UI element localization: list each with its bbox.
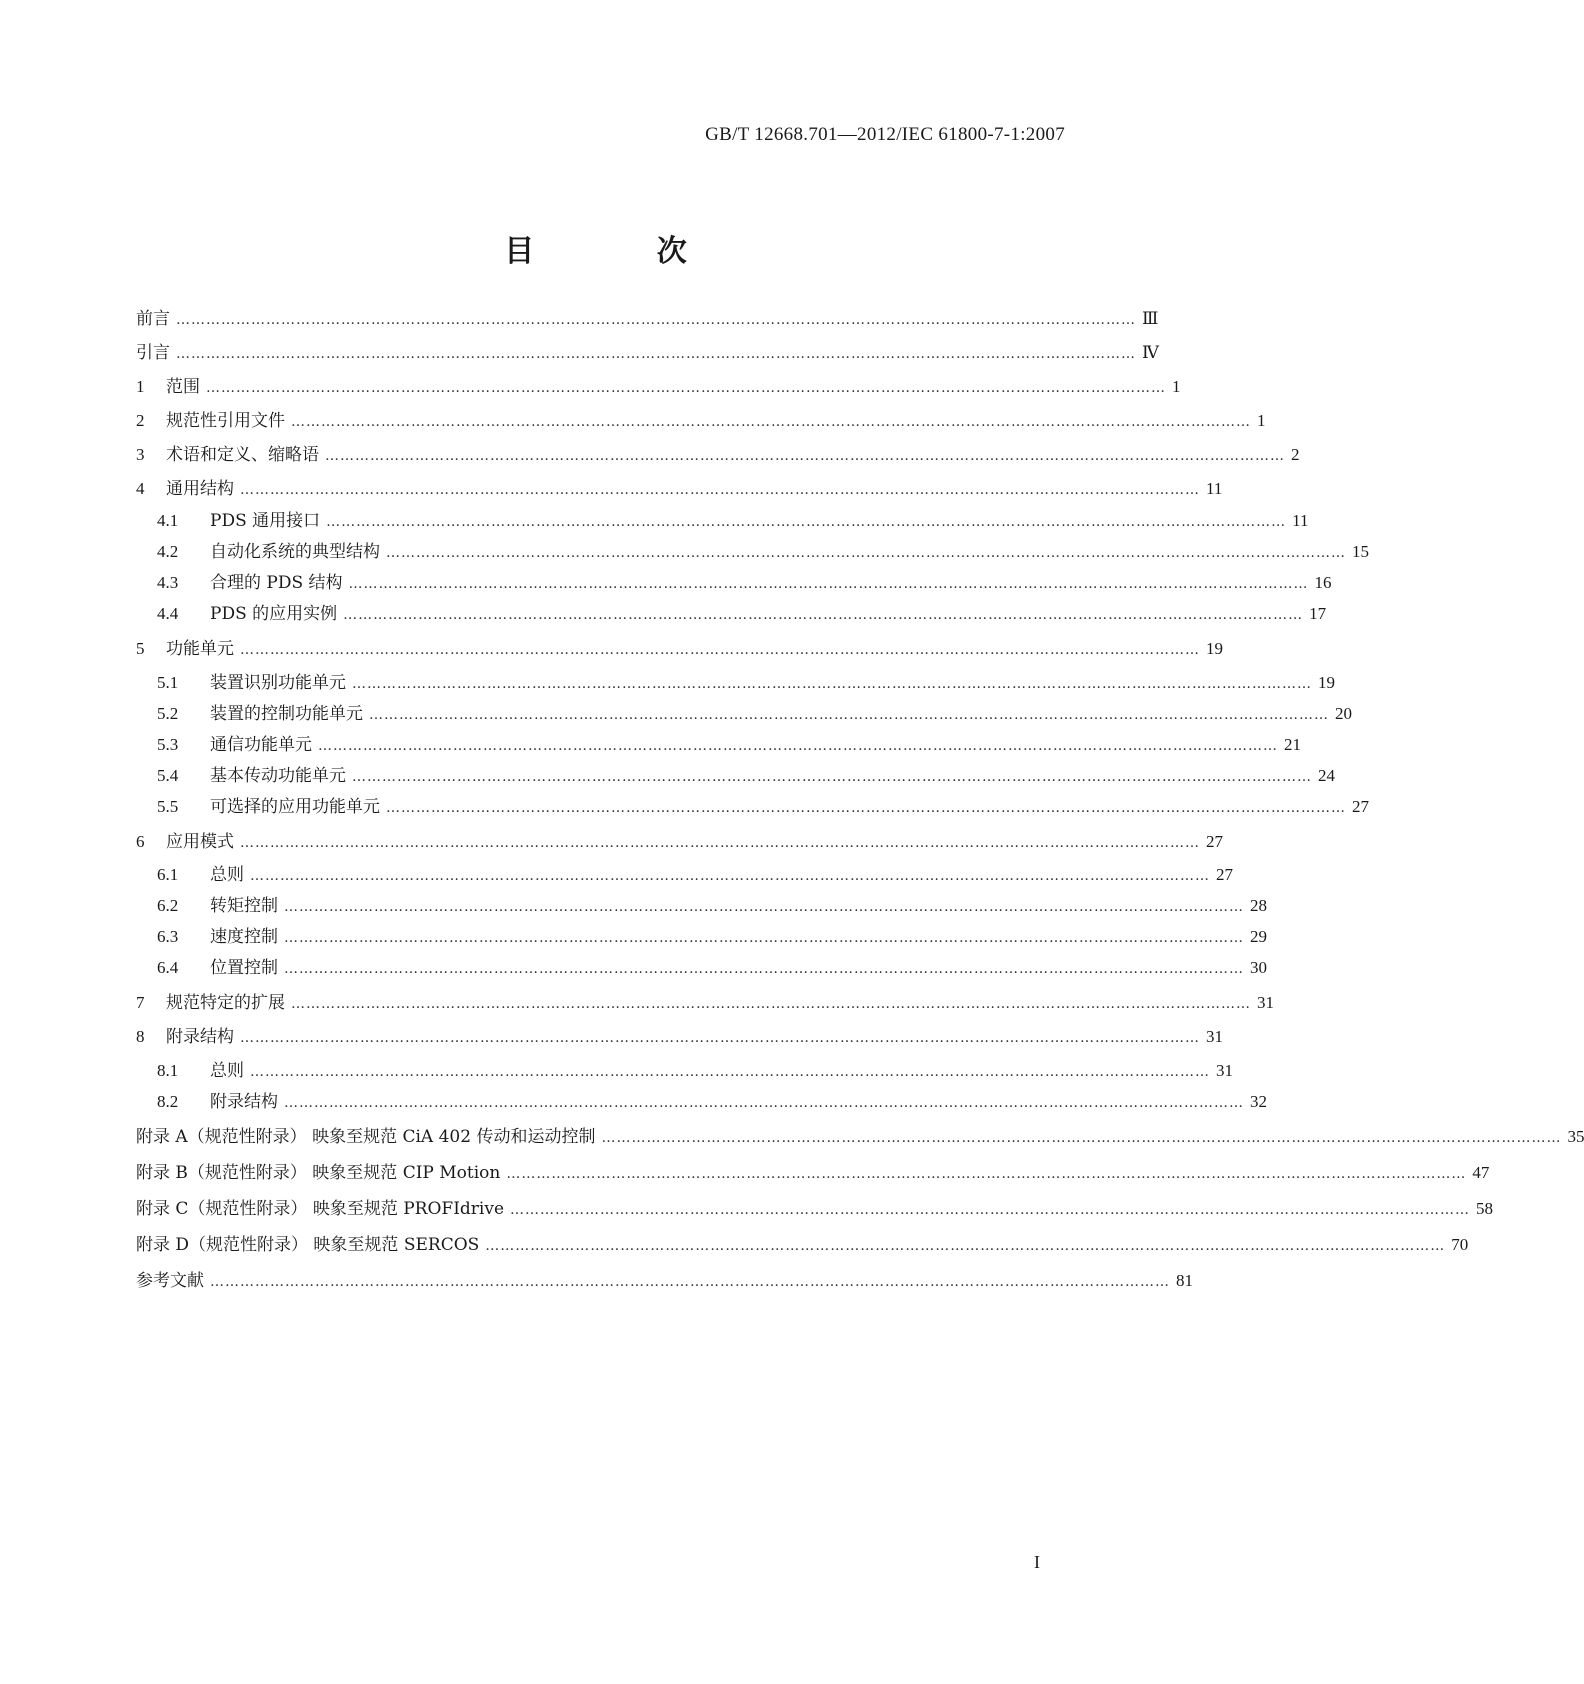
toc-leader: ………………………………………………………………………………………………………………………………………………………………………… — [510, 1202, 1471, 1218]
toc-entry-5-4[interactable] — [157, 763, 1335, 789]
toc-entry-page: 81 — [1176, 1271, 1193, 1290]
toc-entry-title: 自动化系统的典型结构 — [210, 542, 380, 562]
toc-entry-page: 20 — [1335, 704, 1352, 723]
toc-entry-page: 29 — [1250, 927, 1267, 946]
toc-entry-page: 31 — [1206, 1027, 1223, 1046]
toc-entry-annex-a[interactable] — [136, 1124, 1584, 1150]
toc-entry-8[interactable] — [136, 1024, 1223, 1050]
toc-entry-foreword[interactable] — [136, 306, 1159, 332]
toc-entry-number: 8.2 — [157, 1092, 179, 1111]
toc-entry-page: 24 — [1318, 766, 1335, 785]
toc-leader: ………………………………………………………………………………………………………………………………………………………………………… — [240, 482, 1200, 498]
toc-entry-title: 功能单元 — [166, 639, 234, 659]
toc-leader: ………………………………………………………………………………………………………………………………………………………………………… — [325, 448, 1285, 464]
toc-entry-number: 4.1 — [157, 511, 179, 530]
toc-entry-page: 11 — [1292, 511, 1309, 530]
toc-entry-page: 21 — [1284, 735, 1301, 754]
toc-entry-title: 总则 — [210, 1061, 244, 1081]
toc-leader: ………………………………………………………………………………………………………………………………………………………………………… — [176, 346, 1136, 362]
toc-leader: ………………………………………………………………………………………………………………………………………………………………………… — [343, 607, 1304, 623]
toc-entry-title: 附录结构 — [210, 1092, 278, 1112]
toc-leader: ………………………………………………………………………………………………………………………………………………………………………… — [291, 996, 1251, 1012]
toc-leader: ………………………………………………………………………………………………………………………………………………………………………… — [348, 576, 1309, 592]
toc-entry-page: 31 — [1257, 993, 1274, 1012]
toc-leader: ………………………………………………………………………………………………………………………………………………………………………… — [250, 1064, 1210, 1080]
toc-entry-number: 6.1 — [157, 865, 179, 884]
toc-entry-title: 范围 — [166, 377, 200, 397]
toc-entry-3[interactable] — [136, 442, 1300, 468]
toc-entry-annex-c[interactable] — [136, 1196, 1494, 1222]
toc-entry-6-1[interactable] — [157, 862, 1233, 888]
toc-entry-title: 总则 — [210, 865, 244, 885]
toc-entry-number: 6.2 — [157, 896, 179, 915]
toc-entry-page: 19 — [1318, 673, 1335, 692]
toc-entry-page: 16 — [1314, 573, 1332, 592]
toc-entry-5-3[interactable] — [157, 732, 1301, 758]
toc-leader: ………………………………………………………………………………………………………………………………………………………………………… — [176, 312, 1136, 328]
toc-entry-title: 装置的控制功能单元 — [210, 704, 363, 724]
toc-entry-title: 引言 — [136, 343, 170, 363]
toc-entry-1[interactable] — [136, 374, 1181, 400]
toc-entry-number: 5.4 — [157, 766, 179, 785]
toc-entry-page: Ⅲ — [1142, 309, 1159, 328]
toc-entry-4-4[interactable] — [157, 601, 1327, 627]
toc-entry-7[interactable] — [136, 990, 1274, 1016]
toc-entry-number: 4 — [136, 479, 145, 498]
toc-entry-annex-d[interactable] — [136, 1232, 1469, 1258]
toc-entry-title: 通信功能单元 — [210, 735, 312, 755]
toc-entry-5[interactable] — [136, 636, 1223, 662]
toc-entry-page: 27 — [1216, 865, 1233, 884]
toc-entry-bibliography[interactable] — [136, 1268, 1193, 1294]
toc-leader: ………………………………………………………………………………………………………………………………………………………………………… — [506, 1166, 1467, 1182]
toc-leader: ………………………………………………………………………………………………………………………………………………………………………… — [240, 1030, 1200, 1046]
toc-entry-page: 30 — [1250, 958, 1267, 977]
toc-leader: ………………………………………………………………………………………………………………………………………………………………………… — [291, 414, 1251, 430]
toc-entry-title: 可选择的应用功能单元 — [210, 797, 380, 817]
toc-entry-page: 47 — [1472, 1163, 1490, 1182]
toc-leader: ………………………………………………………………………………………………………………………………………………………………………… — [210, 1274, 1170, 1290]
toc-entry-title: PDS 通用接口 — [210, 511, 321, 531]
toc-entry-title: 附录 A（规范性附录） 映象至规范 CiA 402 传动和运动控制 — [136, 1127, 596, 1147]
toc-leader: ………………………………………………………………………………………………………………………………………………………………………… — [352, 769, 1312, 785]
toc-leader: ………………………………………………………………………………………………………………………………………………………………………… — [326, 514, 1287, 530]
toc-entry-title: 速度控制 — [210, 927, 278, 947]
toc-leader: ………………………………………………………………………………………………………………………………………………………………………… — [386, 800, 1346, 816]
toc-entry-title: 装置识别功能单元 — [210, 673, 346, 693]
toc-entry-title: 附录结构 — [166, 1027, 234, 1047]
toc-entry-annex-b[interactable] — [136, 1160, 1490, 1186]
toc-leader: ………………………………………………………………………………………………………………………………………………………………………… — [386, 545, 1346, 561]
toc-entry-4-2[interactable] — [157, 539, 1369, 565]
toc-entry-number: 4.4 — [157, 604, 179, 623]
toc-entry-page: 31 — [1216, 1061, 1233, 1080]
toc-entry-number: 3 — [136, 445, 145, 464]
toc-entry-title: PDS 的应用实例 — [210, 604, 338, 624]
toc-entry-page: 28 — [1250, 896, 1267, 915]
toc-entry-number: 4.2 — [157, 542, 179, 561]
toc-entry-number: 5 — [136, 639, 145, 658]
toc-entry-8-1[interactable] — [157, 1058, 1233, 1084]
toc-entry-title: 附录 C（规范性附录） 映象至规范 PROFIdrive — [136, 1199, 505, 1219]
toc-entry-title: 附录 D（规范性附录） 映象至规范 SERCOS — [136, 1235, 480, 1255]
toc-leader: ………………………………………………………………………………………………………………………………………………………………………… — [485, 1238, 1446, 1254]
toc-entry-6-2[interactable] — [157, 893, 1267, 919]
toc-entry-page: 58 — [1476, 1199, 1494, 1218]
toc-entry-page: 11 — [1206, 479, 1223, 498]
toc-leader: ………………………………………………………………………………………………………………………………………………………………………… — [240, 642, 1200, 658]
toc-entry-page: 1 — [1172, 377, 1181, 396]
toc-entry-title: 基本传动功能单元 — [210, 766, 346, 786]
toc-entry-5-2[interactable] — [157, 701, 1352, 727]
toc-leader: ………………………………………………………………………………………………………………………………………………………………………… — [284, 899, 1244, 915]
toc-entry-page: Ⅳ — [1142, 343, 1159, 362]
toc-entry-title: 转矩控制 — [210, 896, 278, 916]
toc-entry-6-3[interactable] — [157, 924, 1267, 950]
toc-entry-number: 8 — [136, 1027, 145, 1046]
toc-entry-title: 通用结构 — [166, 479, 234, 499]
page-number: I — [1034, 1552, 1040, 1572]
toc-entry-page: 15 — [1352, 542, 1369, 561]
toc-entry-title: 附录 B（规范性附录） 映象至规范 CIP Motion — [136, 1163, 501, 1183]
toc-entry-page: 27 — [1206, 832, 1223, 851]
toc-entry-number: 6.3 — [157, 927, 179, 946]
toc-leader: ………………………………………………………………………………………………………………………………………………………………………… — [206, 380, 1166, 396]
toc-entry-number: 8.1 — [157, 1061, 179, 1080]
toc-entry-title: 应用模式 — [166, 832, 234, 852]
toc-entry-page: 32 — [1250, 1092, 1267, 1111]
toc-entry-4[interactable] — [136, 476, 1223, 502]
toc-entry-number: 7 — [136, 993, 145, 1012]
toc-leader: ………………………………………………………………………………………………………………………………………………………………………… — [318, 738, 1278, 754]
toc-entry-page: 27 — [1352, 797, 1369, 816]
toc-entry-page: 70 — [1451, 1235, 1469, 1254]
toc-entry-5-1[interactable] — [157, 670, 1335, 696]
toc-entry-page: 17 — [1309, 604, 1327, 623]
toc-entry-5-5[interactable] — [157, 794, 1369, 820]
toc-entry-number: 4.3 — [157, 573, 179, 592]
toc-leader: ………………………………………………………………………………………………………………………………………………………………………… — [352, 676, 1312, 692]
toc-leader: ………………………………………………………………………………………………………………………………………………………………………… — [284, 930, 1244, 946]
toc-entry-title: 术语和定义、缩略语 — [166, 445, 319, 465]
toc-entry-6[interactable] — [136, 829, 1223, 855]
toc-leader: ………………………………………………………………………………………………………………………………………………………………………… — [284, 1095, 1244, 1111]
toc-entry-number: 5.3 — [157, 735, 179, 754]
toc-entry-number: 5.2 — [157, 704, 179, 723]
toc-entry-page: 19 — [1206, 639, 1223, 658]
toc-entry-4-1[interactable] — [157, 508, 1309, 534]
toc-entry-page: 2 — [1291, 445, 1300, 464]
toc-entry-number: 2 — [136, 411, 145, 430]
toc-entry-2[interactable] — [136, 408, 1266, 434]
toc-leader: ………………………………………………………………………………………………………………………………………………………………………… — [250, 868, 1210, 884]
toc-entry-title: 前言 — [136, 309, 170, 329]
toc-entry-title: 规范性引用文件 — [166, 411, 285, 431]
toc-leader: ………………………………………………………………………………………………………………………………………………………………………… — [601, 1130, 1562, 1146]
toc-entry-title: 参考文献 — [136, 1271, 204, 1291]
toc-leader: ………………………………………………………………………………………………………………………………………………………………………… — [369, 707, 1329, 723]
toc-entry-title: 位置控制 — [210, 958, 278, 978]
toc-entry-number: 6.4 — [157, 958, 179, 977]
toc-leader: ………………………………………………………………………………………………………………………………………………………………………… — [284, 961, 1244, 977]
toc-entry-number: 5.1 — [157, 673, 179, 692]
toc-leader: ………………………………………………………………………………………………………………………………………………………………………… — [240, 835, 1200, 851]
toc-entry-8-2[interactable] — [157, 1089, 1267, 1115]
page-title: 目 次 — [504, 234, 743, 269]
standard-number: GB/T 12668.701—2012/IEC 61800-7-1:2007 — [705, 124, 1065, 145]
toc-entry-title: 规范特定的扩展 — [166, 993, 285, 1013]
toc-entry-4-3[interactable] — [157, 570, 1332, 596]
toc-entry-page: 35 — [1567, 1127, 1584, 1146]
toc-entry-introduction[interactable] — [136, 340, 1159, 366]
toc-entry-number: 1 — [136, 377, 145, 396]
toc-entry-title: 合理的 PDS 结构 — [210, 573, 343, 593]
toc-entry-6-4[interactable] — [157, 955, 1267, 981]
toc-entry-number: 6 — [136, 832, 145, 851]
toc-entry-number: 5.5 — [157, 797, 179, 816]
toc-entry-page: 1 — [1257, 411, 1266, 430]
